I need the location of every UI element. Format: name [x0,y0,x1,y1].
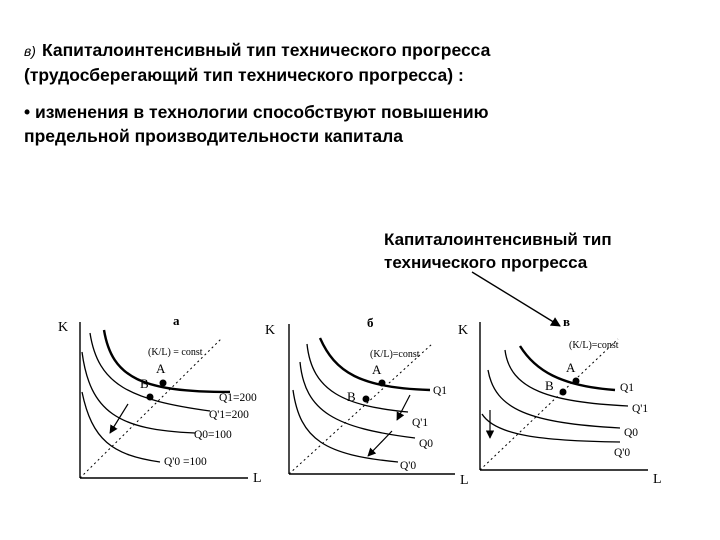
panel-c-isoquant-q1-prime [505,350,628,406]
panel-c-label-b: B [545,378,554,393]
callout-arrow [472,272,560,326]
panel-b-shift-arrow-2 [368,431,392,456]
panel-b-label-q1-prime: Q'1 [412,417,429,429]
panel-b-point-a [379,380,386,387]
panel-a-point-b [147,394,154,401]
heading-text-1: Капиталоинтенсивный тип технического прогресса [41,40,491,60]
panel-b-shift-arrow-1 [397,395,410,420]
panel-c-isoquant-q0 [488,370,620,428]
graph-panel-c [458,314,662,487]
panel-b-label-a: A [372,362,382,377]
callout-line-2: технического прогресса [384,253,588,272]
panel-c-label-q0: Q0 [624,427,639,439]
bullet-marker: • [24,102,31,122]
panel-a-label-q1: Q1=200 [219,392,257,404]
panel-c-isoquant-q0-prime [482,414,620,442]
bullet-line-2: предельной производительности капитала [24,126,403,146]
panel-b-label-b: B [347,389,356,404]
heading-prefix: в) [24,43,36,59]
panel-b-y-label: K [265,323,276,338]
panel-a-x-label: L [253,471,262,486]
panel-a-y-label: K [58,320,69,335]
panel-c-label-a: A [566,360,576,375]
panel-b-point-b [363,396,370,403]
panel-a-label-a: A [156,361,166,376]
graph-panel-a [58,313,262,486]
panel-b-isoquant-q0-prime [293,390,398,462]
panel-a-label-q0-prime: Q'0 =100 [164,456,207,468]
panel-a-title: а [173,313,180,328]
panel-c-x-label: L [653,472,662,487]
heading-line-2: (трудосберегающий тип технического прогресса) : [24,65,464,85]
panel-c-point-b [560,389,567,396]
panel-a-ray-label: (K/L) = const [148,347,203,358]
panel-a-label-q0: Q0=100 [194,429,232,441]
panel-c-title: в [563,314,571,329]
panel-a-isoquant-q0-prime [82,392,160,462]
panel-c-label-q1: Q1 [620,382,635,394]
panel-b-label-q1: Q1 [433,385,448,397]
panel-b-x-label: L [460,473,469,488]
panel-a-label-b: B [140,376,149,391]
panel-a-shift-arrow [110,404,128,433]
panel-c-point-a [573,378,580,385]
panel-b-isoquant-q0 [300,362,415,438]
panel-b-title: б [367,315,374,330]
panel-c-label-q0-prime: Q'0 [614,447,631,459]
panel-b-ray [289,344,432,474]
callout-line-1: Капиталоинтенсивный тип [384,230,612,249]
bullet-text-1: изменения в технологии способствуют повышению [35,102,489,122]
panel-a-point-a [160,380,167,387]
panel-c-ray-label: (K/L)=const [569,340,619,351]
panel-c-y-label: K [458,323,469,338]
graph-panel-b [265,315,469,488]
panel-c-ray [480,339,618,470]
panel-b-label-q0-prime: Q'0 [400,460,417,472]
panel-b-label-q0: Q0 [419,438,434,450]
panel-b-ray-label: (K/L)=const [370,349,420,360]
panel-a-label-q1-prime: Q'1=200 [209,409,249,421]
panel-c-label-q1-prime: Q'1 [632,403,649,415]
panel-a-isoquant-q1 [104,330,230,392]
